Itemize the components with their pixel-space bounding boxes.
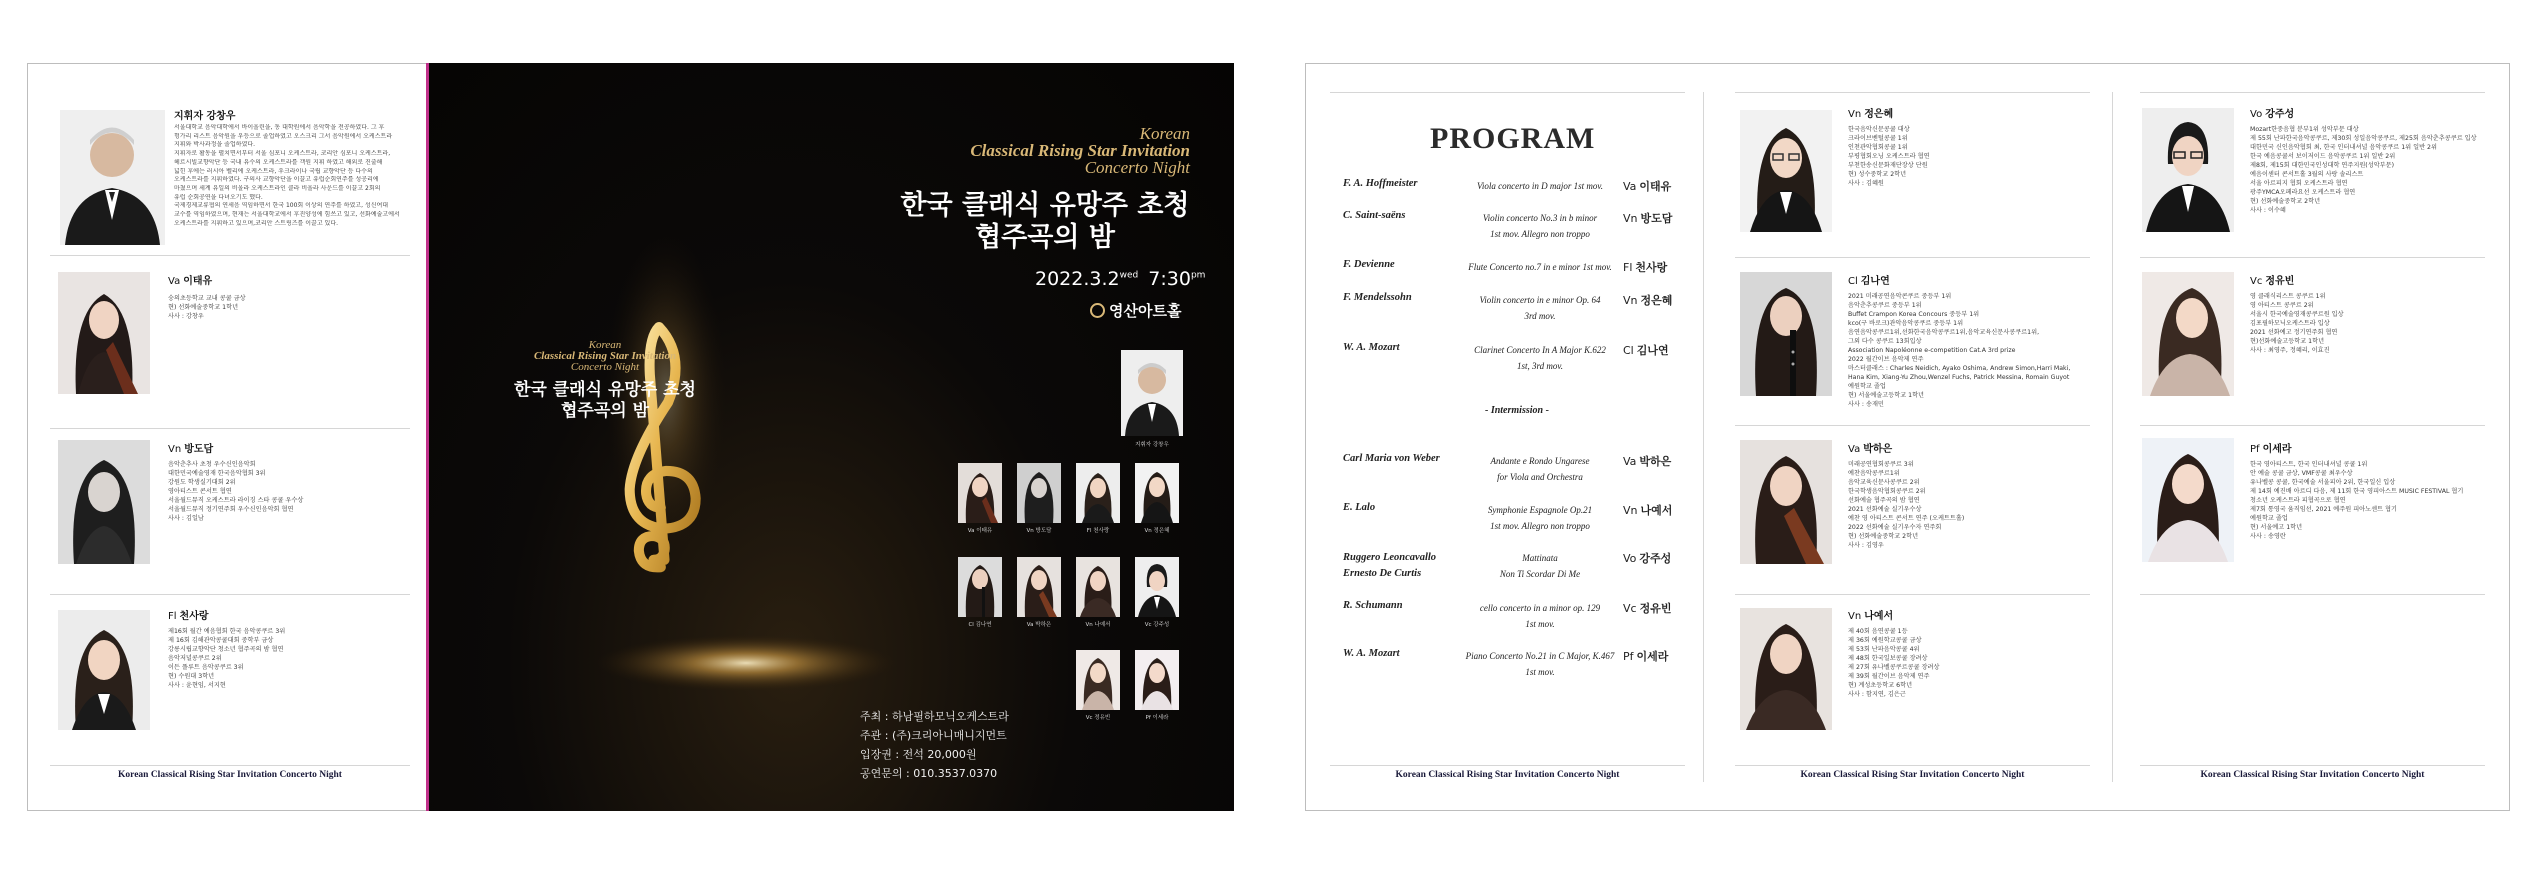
- bio-line: 그외 다수 콩쿠르 13회입상: [1848, 338, 1922, 345]
- bio-line: 음악저널콩쿠르 2위: [168, 655, 222, 662]
- work-line: 1st mov. Allegro non troppo: [1490, 521, 1590, 531]
- work-line: 1st mov.: [1525, 619, 1555, 629]
- cover-credits: [860, 707, 1009, 783]
- performer-bio-cheonsarang: [168, 627, 398, 690]
- program-composer: F. Devienne: [1343, 259, 1395, 270]
- bio-line: 제7회 통영국 움직임선, 2021 예주원 피아노센트 협기: [2250, 506, 2398, 513]
- bio-line: 사사 : 강창우: [168, 313, 204, 320]
- bio-line: 예원학교 졸업: [1848, 383, 1886, 390]
- performer-name: 박하은: [1863, 444, 1893, 455]
- performer-name: 방도담: [184, 444, 214, 455]
- instrument-label: Cl: [1848, 276, 1858, 287]
- footer-divider: [1735, 765, 2090, 766]
- instrument-label: Vn: [1623, 504, 1638, 517]
- cover-thumb-9: [1076, 650, 1120, 710]
- work-line: Piano Concerto No.21 in C Major, K.467: [1465, 651, 1615, 661]
- bio-line: 헤르시빌교향악단 등 국내 유수의 오케스트라를 객원 지휘 하였고 해외로 진출해: [174, 158, 383, 166]
- program-footer: Korean Classical Rising Star Invitation Concerto Night: [1395, 770, 1620, 780]
- cover-accent-strip: [426, 63, 429, 811]
- performer-name-jeongeunhye: [1848, 105, 1893, 120]
- credit-line: 주최 : 하남필하모닉오케스트라: [860, 710, 1009, 723]
- performer-name-parkhaeun: [1848, 440, 1892, 455]
- instrument-label: Vn: [1623, 212, 1638, 225]
- bio-line: 한국 예음콩쿨서 보이저이드 음악콩쿠르 1위 일반 2위: [2250, 153, 2396, 160]
- bio-line: 현) 수원대 3학년: [168, 673, 215, 680]
- divider: [50, 428, 410, 429]
- bio-line: 현) 선화예술중학교 2학년: [1848, 533, 1919, 540]
- performer-name: 천사랑: [1635, 261, 1668, 274]
- performer-name: 나예서: [1864, 611, 1894, 622]
- performer-photo-parkhaeun: [1740, 440, 1832, 564]
- work-line: cello concerto in a minor op. 129: [1479, 603, 1601, 613]
- program-composer: W. A. Mozart: [1343, 648, 1400, 659]
- program-work: [1450, 502, 1630, 534]
- performer-photo-leetaeyu: [58, 272, 150, 394]
- program-work: [1450, 453, 1630, 485]
- work-line: Symphonie Espagnole Op.21: [1487, 505, 1593, 515]
- bio-line: Association Napoléonne e-competition Cat.A 3rd prize: [1848, 347, 2016, 354]
- instrument-label: Vc: [2250, 276, 2263, 287]
- bio-line: 음악춘추사 초청 우수신인음악회: [168, 461, 256, 468]
- performer-bio-bangdodam: [168, 460, 398, 523]
- performer-bio-nayeseo: [1848, 627, 2088, 699]
- column-divider: [2112, 92, 2113, 782]
- instrument-label: Vn: [1848, 109, 1862, 120]
- bio-line: 사사 : 함지연, 김은근: [1848, 691, 1906, 698]
- top-rule: [1735, 92, 2090, 93]
- bio-line: Mozart한중음협 분부1위 성악부문 대상: [2250, 126, 2359, 133]
- bio-line: 현)선화예술고등학교 1학년: [2250, 338, 2325, 345]
- performer-name: 김나연: [1636, 344, 1669, 357]
- ko-title-line: 한국 클래식 유망주 초청: [514, 380, 696, 400]
- ko-title-line: 한국 클래식 유망주 초청: [900, 190, 1190, 221]
- bio-line: 서울시 한국예술영재콩쿠르원 입상: [2250, 311, 2344, 318]
- cover-small-ko-title: [500, 380, 710, 422]
- program-work: [1450, 210, 1630, 242]
- bio-line: 넓힌 후에는 러시아 벨리에 오케스트라, 우크라이나 국립 교향악단 등 다수의: [174, 167, 373, 175]
- bio-line: 헝가리 리스트 음악원을 우등으로 졸업하였고 오스크리 그서 음악원에서 오케스트라: [174, 132, 393, 140]
- ko-title-line: 협주곡의 밤: [975, 222, 1115, 253]
- top-rule: [2140, 92, 2485, 93]
- cover-ko-title: [880, 190, 1210, 254]
- bio-line: 제 40회 음연콩쿨 1등: [1848, 628, 1908, 635]
- bio-line: 유나벨콩 콩쿨, 한국예술 서울피아 2위, 한국일신 입상: [2250, 479, 2396, 486]
- cover-date-time: [1035, 268, 1205, 290]
- composer-line: Ruggero Leoncavallo: [1343, 552, 1437, 563]
- bio-line: 숭의초등학교 교내 콩쿨 금상: [168, 295, 246, 302]
- en-title-line: Korean: [1139, 124, 1190, 143]
- bio-line: 사사 : 최영주, 정혜리, 이효진: [2250, 347, 2330, 354]
- bio-line: 크라이브벤털콩쿨 1위: [1848, 135, 1908, 142]
- bio-line: 청소년 오케스트라 피협곡으로 협연: [2250, 497, 2346, 504]
- bio-line: Hana Kim, Xiang-Yu Zhou,Wenzel Fuchs, Patrick Messina, Romain Guyot: [1848, 374, 2070, 381]
- work-line: 3rd mov.: [1524, 311, 1556, 321]
- bio-line: 국제경제교류협의 연세음 역임하면서 한국 100회 이상의 연주를 하였고, 성신여대: [174, 202, 389, 210]
- program-composer: R. Schumann: [1343, 600, 1403, 611]
- bio-line: 제 27회 유나벨콩쿠르콩쿨 장려상: [1848, 664, 1940, 671]
- instrument-label: Va: [1623, 180, 1637, 193]
- performer-photo-jeongyubin: [2142, 272, 2234, 396]
- performer-name: 강주성: [2265, 109, 2295, 120]
- instrument-label: Fl: [1623, 261, 1633, 274]
- bio-line: 서울 아르피지 협회 오케스트라 협연: [2250, 180, 2348, 187]
- instrument-label: Fl: [168, 611, 177, 622]
- performer-name-jeongyubin: [2250, 272, 2294, 287]
- bio-line: 제 48회 한국일보콩쿨 장려상: [1848, 655, 1928, 662]
- weekday: wed: [1119, 270, 1139, 281]
- program-composer: F. A. Hoffmeister: [1343, 178, 1418, 189]
- right-footer: Korean Classical Rising Star Invitation Concerto Night: [2200, 770, 2425, 780]
- performer-bio-leetaeyu: [168, 294, 398, 321]
- bio-line: 사사 : 송영란: [2250, 533, 2286, 540]
- bio-line: 예찬음악콩쿠르1위: [1848, 470, 1900, 477]
- bio-line: 서울월드뮤직 정기연주회 우수신인음악회 협연: [168, 506, 294, 513]
- cover-venue: [1090, 300, 1181, 321]
- ampm: pm: [1190, 270, 1206, 281]
- performer-name: 정유빈: [2265, 276, 2295, 287]
- bio-line: 김포필하모닉오케스트라 입상: [2250, 320, 2330, 327]
- bio-line: 2021 선화예술 실기우수상: [1848, 506, 1922, 513]
- bio-line: 제 14회 예진배 아르디 다음, 제 11회 한국 영피아스트 MUSIC FESTIVAL 협기: [2250, 488, 2464, 495]
- divider: [1735, 594, 2090, 595]
- bio-line: 현) 계성초등학교 6학년: [1848, 682, 1913, 689]
- performer-bio-jeongeunhye: [1848, 125, 2088, 188]
- program-work: [1450, 178, 1630, 194]
- bio-line: 제 53회 난파음악콩쿨 4위: [1848, 646, 1920, 653]
- bio-line: 2021 미래공연음악콘쿠르 중등부 1위: [1848, 293, 1952, 300]
- work-line: 1st, 3rd mov.: [1517, 361, 1563, 371]
- bio-line: 미래공연협회콩쿠르 3위: [1848, 461, 1914, 468]
- bio-line: 서울대학교 음악대학에서 바이올린을, 동 대학원에서 음악학을 전공하였다. 그 후: [174, 124, 385, 131]
- instrument-label: Vo: [1623, 552, 1637, 565]
- instrument-label: Cl: [1623, 344, 1634, 357]
- work-line: Clarinet Concerto In A Major K.622: [1474, 345, 1606, 355]
- cover-thumb-10: [1135, 650, 1179, 710]
- performer-photo-bangdodam: [58, 440, 150, 564]
- bio-line: 광주YMCA오페라요선 오케스트라 협연: [2250, 189, 2356, 196]
- program-work: [1450, 648, 1630, 680]
- thumb-caption: Vc 정유빈: [1085, 715, 1111, 721]
- bio-line: 서울월드뮤직 오케스트라 라이징 스타 콩쿨 우수상: [168, 497, 304, 504]
- program-performer: [1623, 292, 1672, 308]
- instrument-label: Va: [168, 276, 181, 287]
- bio-line: 인천관악협회콩쿨 1위: [1848, 144, 1908, 151]
- cover-thumb-4: [1135, 463, 1179, 523]
- work-line: Violin concerto in e minor Op. 64: [1479, 295, 1601, 305]
- bio-line: kco(구 바로크)관악음악콩쿠르 중등부 1위: [1848, 320, 1964, 327]
- program-work: [1450, 259, 1633, 275]
- bio-line: 부천한송신문화재단장상 단원: [1848, 162, 1928, 169]
- ko-title-line: 협주곡의 밤: [560, 401, 650, 421]
- footer-divider: [50, 765, 410, 766]
- instrument-label: Pf: [1623, 650, 1634, 663]
- bio-line: 강릉시립교향악단 청소년 협주곡의 밤 협연: [168, 646, 284, 653]
- program-performer: [1623, 342, 1669, 358]
- thumb-caption: Vn 방도담: [1026, 528, 1052, 534]
- performer-name: 강주성: [1639, 552, 1672, 565]
- bio-line: 영아티스트 콘서트 협연: [168, 488, 232, 495]
- thumb-caption: Fl 천사랑: [1086, 528, 1110, 534]
- program-performer: [1623, 648, 1668, 664]
- work-line: Non Ti Scordar Di Me: [1499, 569, 1581, 579]
- bio-line: 영 아티스트 콩쿠르 2위: [2250, 302, 2314, 309]
- bio-line: 예원학교 졸업: [2250, 515, 2288, 522]
- cover-thumb-3: [1076, 463, 1120, 523]
- conductor-photo: [60, 110, 165, 245]
- instrument-label: Vn: [168, 444, 182, 455]
- performer-name: 천사랑: [179, 611, 209, 622]
- footer-divider: [2140, 765, 2485, 766]
- divider: [2140, 594, 2485, 595]
- bio-line: 음연음악콩쿠르1위,선화한국음악콩쿠르1위,음악교육신문사콩쿠르1위,: [1848, 329, 2040, 336]
- performer-bio-kangjuseong: [2250, 125, 2500, 215]
- bio-line: 제 55회 난파한국음악콩쿠르, 제30회 성일음악콩쿠르, 제25회 음악춘추콩쿠르 입상: [2250, 135, 2477, 142]
- cover-small-en-title: [500, 340, 710, 373]
- conductor-bio: [174, 124, 414, 228]
- cover-conductor-photo: [1121, 350, 1183, 436]
- composer-line: Ernesto De Curtis: [1343, 568, 1422, 579]
- performer-photo-leesera: [2142, 438, 2234, 562]
- program-performer: [1623, 259, 1667, 275]
- en-title-line: Concerto Night: [1084, 158, 1190, 177]
- bio-line: 이든 플루트 음악콩쿠르 3위: [168, 664, 244, 671]
- performer-name-nayeseo: [1848, 607, 1893, 622]
- bio-line: 안 예술 콩쿨 금상, VMF콩쿨 최우수상: [2250, 470, 2353, 477]
- credit-line: 주관 : (주)크리아니매니지먼트: [860, 729, 1007, 742]
- bio-line: 음악춘추콩쿠르 중등부 1위: [1848, 302, 1922, 309]
- performer-name-kimnayeon: [1848, 272, 1890, 287]
- performer-photo-kimnayeon: [1740, 272, 1832, 396]
- date: 2022.3.2: [1035, 268, 1120, 290]
- bio-line: 사사 : 김영우: [1848, 542, 1884, 549]
- work-line: 1st mov. Allegro non troppo: [1490, 229, 1590, 239]
- program-title: PROGRAM: [1430, 122, 1596, 155]
- performer-name-leesera: [2250, 440, 2292, 455]
- program-work: [1450, 342, 1630, 374]
- time: 7:30: [1148, 268, 1191, 290]
- bio-line: 마쳤으며 세계 유일의 비올라 오케스트라인 클라 비올라 사운드를 이끌고 2회의: [174, 184, 381, 192]
- program-performer: [1623, 502, 1672, 518]
- work-line: Mattinata: [1522, 553, 1558, 563]
- divider: [50, 594, 410, 595]
- program-composer: Carl Maria von Weber: [1343, 453, 1440, 464]
- cover-thumb-5: [958, 557, 1002, 617]
- bio-line: 현) 서울예술고등학교 1학년: [1848, 392, 1925, 399]
- bio-line: 대한민국 신인음악협회 최, 한국 인터내셔널 음악콩쿠르 1위 일반 2위: [2250, 144, 2437, 151]
- work-line: for Viola and Orchestra: [1497, 472, 1583, 482]
- thumb-caption: Pf 이세라: [1145, 715, 1169, 721]
- performer-name: 이태유: [1639, 180, 1672, 193]
- instrument-label: Va: [1623, 455, 1637, 468]
- program-composer: [1343, 550, 1436, 582]
- instrument-label: Vo: [2250, 109, 2263, 120]
- program-performer: [1623, 600, 1671, 616]
- thumb-caption: Vn 나예서: [1085, 622, 1111, 628]
- performer-photo-kangjuseong: [2142, 108, 2234, 232]
- program-composer: E. Lalo: [1343, 502, 1376, 513]
- work-line: Violin concerto No.3 in b minor: [1482, 213, 1598, 223]
- program-performer: [1623, 178, 1671, 194]
- performer-name: 이세라: [1636, 650, 1669, 663]
- bio-line: 지휘자로 활동을 펼치면서부터 서울 심포니 오케스트라, 코리안 심포니 오케스트라,: [174, 150, 391, 158]
- performer-bio-leesera: [2250, 460, 2500, 541]
- performer-name: 정유빈: [1639, 602, 1672, 615]
- bio-line: 예음이센터 콘서트홀 3월의 사랑 솔리스트: [2250, 171, 2364, 178]
- cover-thumb-2: [1017, 463, 1061, 523]
- conductor-name: 지휘자 강창우: [174, 111, 236, 122]
- cover-conductor-caption: 지휘자 강창우: [1135, 442, 1169, 448]
- en-title-line: Korean: [588, 339, 622, 351]
- instrument-label: Vn: [1848, 611, 1862, 622]
- instrument-label: Pf: [2250, 444, 2260, 455]
- performer-name: 정은혜: [1864, 109, 1894, 120]
- top-rule: [1330, 92, 1685, 93]
- performer-photo-jeongeunhye: [1740, 110, 1832, 232]
- bio-line: 2021 선화예고 정기연주회 협연: [2250, 329, 2338, 336]
- performer-name: 이태유: [183, 276, 213, 287]
- program-composer: W. A. Mozart: [1343, 342, 1400, 353]
- bio-line: 한국학생음악협회콩쿠르 2위: [1848, 488, 1926, 495]
- instrument-label: Vn: [1623, 294, 1638, 307]
- divider: [1735, 425, 2090, 426]
- bio-line: 음악교육신문사콩쿠르 2위: [1848, 479, 1920, 486]
- work-line: Flute Concerto no.7 in e minor 1st mov.: [1468, 262, 1612, 272]
- cover-thumb-6: [1017, 557, 1061, 617]
- bio-line: 한국음악신문콩쿨 대상: [1848, 126, 1910, 133]
- middle-footer: Korean Classical Rising Star Invitation Concerto Night: [1800, 770, 2025, 780]
- bio-line: 사사 : 이수혜: [2250, 207, 2286, 214]
- program-work: [1450, 550, 1630, 582]
- performer-name: 방도담: [1640, 212, 1673, 225]
- program-work: [1450, 600, 1630, 632]
- performer-name-bangdodam: [168, 440, 213, 455]
- bio-line: 강원도 학생실기대회 2위: [168, 479, 236, 486]
- bio-line: 사사 : 김혜원: [1848, 180, 1884, 187]
- program-performer: [1623, 453, 1671, 469]
- bio-line: 사사 : 김일남: [168, 515, 204, 522]
- performer-photo-nayeseo: [1740, 608, 1832, 730]
- footer-divider: [1330, 765, 1685, 766]
- performer-name-cheonsarang: [168, 607, 209, 622]
- left-footer: Korean Classical Rising Star Invitation Concerto Night: [118, 770, 342, 780]
- performer-bio-parkhaeun: [1848, 460, 2088, 550]
- bio-line: 현) 성수중학교 2학년: [1848, 171, 1907, 178]
- bio-line: 유럽 순회공연을 다녀오기도 했다.: [174, 193, 263, 201]
- bio-line: 지휘와 박사과정을 졸업하였다.: [174, 141, 256, 149]
- bio-line: 부평협회오닝 오케스트라 협연: [1848, 153, 1930, 160]
- bio-line: 사사 : 윤현임, 서지현: [168, 682, 226, 689]
- bio-line: 2022 선화예술 실기우수자 연주회: [1848, 524, 1942, 531]
- cover-thumb-7: [1076, 557, 1120, 617]
- bio-line: 제 36회 예원학교콩쿨 금상: [1848, 637, 1922, 644]
- performer-name: 정은혜: [1640, 294, 1673, 307]
- thumb-caption: Cl 김나연: [968, 622, 992, 628]
- performer-name-leetaeyu: [168, 272, 212, 287]
- bio-line: 현) 선화예술중학교 1학년: [168, 304, 239, 311]
- cover-thumb-8: [1135, 557, 1179, 617]
- performer-name: 박하은: [1639, 455, 1672, 468]
- program-performer: [1623, 550, 1671, 566]
- program-performer: [1623, 210, 1672, 226]
- divider: [50, 255, 410, 256]
- venue-logo-icon: [1090, 303, 1105, 318]
- instrument-label: Vc: [1623, 602, 1637, 615]
- work-line: Viola concerto in D major 1st mov.: [1477, 181, 1603, 191]
- bio-line: 대한민국예술영재 한국음악협회 3위: [168, 470, 266, 477]
- program-composer: F. Mendelssohn: [1343, 292, 1412, 303]
- bio-line: 2022 월간이브 음악제 연주: [1848, 356, 1924, 363]
- thumb-caption: Va 박하은: [1026, 622, 1052, 628]
- performer-name: 김나연: [1860, 276, 1890, 287]
- performer-name: 나예서: [1640, 504, 1673, 517]
- instrument-label: Va: [1848, 444, 1861, 455]
- work-line: 1st mov.: [1525, 667, 1555, 677]
- bio-line: 교수를 역임하였으며, 현재는 서울대학교에서 후진양성에 힘쓰고 있고, 선화예술고에서: [174, 211, 400, 219]
- column-divider: [1703, 92, 1704, 782]
- bio-line: 현) 선화예술중학교 2학년: [2250, 198, 2321, 205]
- bio-line: 현) 서울예고 1학년: [2250, 524, 2303, 531]
- credit-line: 입장권 : 전석 20,000원: [860, 748, 977, 761]
- program-composer: C. Saint-saëns: [1343, 210, 1406, 221]
- performer-name-kangjuseong: [2250, 105, 2294, 120]
- program-work: [1450, 292, 1630, 324]
- bio-line: 제16회 월간 예음협회 한국 음악콩쿠르 3위: [168, 628, 286, 635]
- bio-line: 사사 : 송재민: [1848, 401, 1884, 408]
- bio-line: 제 16회 김해관악콩쿨대회 중학부 금상: [168, 637, 274, 644]
- performer-photo-cheonsarang: [58, 610, 150, 730]
- bio-line: 한국 영아티스트, 한국 인터내셔널 콩쿨 1위: [2250, 461, 2368, 468]
- performer-bio-kimnayeon: [1848, 292, 2103, 409]
- bio-line: 예찬 영 아티스트 콘서트 연주 (오케트트홀): [1848, 515, 1965, 522]
- thumb-caption: Vn 정은혜: [1144, 528, 1170, 534]
- en-title-line: Classical Rising Star Invitation: [533, 350, 677, 362]
- performer-name: 이세라: [2262, 444, 2292, 455]
- intermission-label: - Intermission -: [1485, 405, 1549, 416]
- bio-line: 제 39회 월간이브 음악제 연주: [1848, 673, 1930, 680]
- bio-line: 선화예술 협주곡의 밤 협연: [1848, 497, 1920, 504]
- credit-line: 공연문의 : 010.3537.0370: [860, 767, 998, 780]
- en-title-line: Classical Rising Star Invitation: [970, 141, 1190, 160]
- en-title-line: Concerto Night: [570, 361, 640, 373]
- venue-name: 영산아트홀: [1109, 302, 1182, 320]
- thumb-caption: Va 이태유: [967, 528, 993, 534]
- divider: [1735, 257, 2090, 258]
- bio-line: 제8회, 제15회 대한민국인성대학 연주지원(성악부문): [2250, 162, 2395, 169]
- bio-line: 영 클래식리스트 콩쿠르 1위: [2250, 293, 2326, 300]
- divider: [2140, 257, 2485, 258]
- divider: [2140, 425, 2485, 426]
- bio-line: 마스터클래스 : Charles Neidich, Ayako Oshima, Andrew Simon,Harri Maki,: [1848, 365, 2071, 372]
- cover-thumb-1: [958, 463, 1002, 523]
- thumb-caption: Vc 강주성: [1144, 622, 1170, 628]
- bio-line: 오케스트라를 지휘하고 있으며,코리안 스트링즈를 이끌고 있다.: [174, 219, 339, 227]
- bio-line: 오케스트라를 지휘하였다. 구의사 교향악단을 이끌고 유럽순회연주를 성공리에: [174, 176, 379, 184]
- performer-bio-jeongyubin: [2250, 292, 2490, 355]
- cover-en-title: [850, 125, 1190, 176]
- bio-line: Buffet Crampon Korea Concours 중등부 1위: [1848, 311, 1980, 318]
- work-line: Andante e Rondo Ungarese: [1490, 456, 1590, 466]
